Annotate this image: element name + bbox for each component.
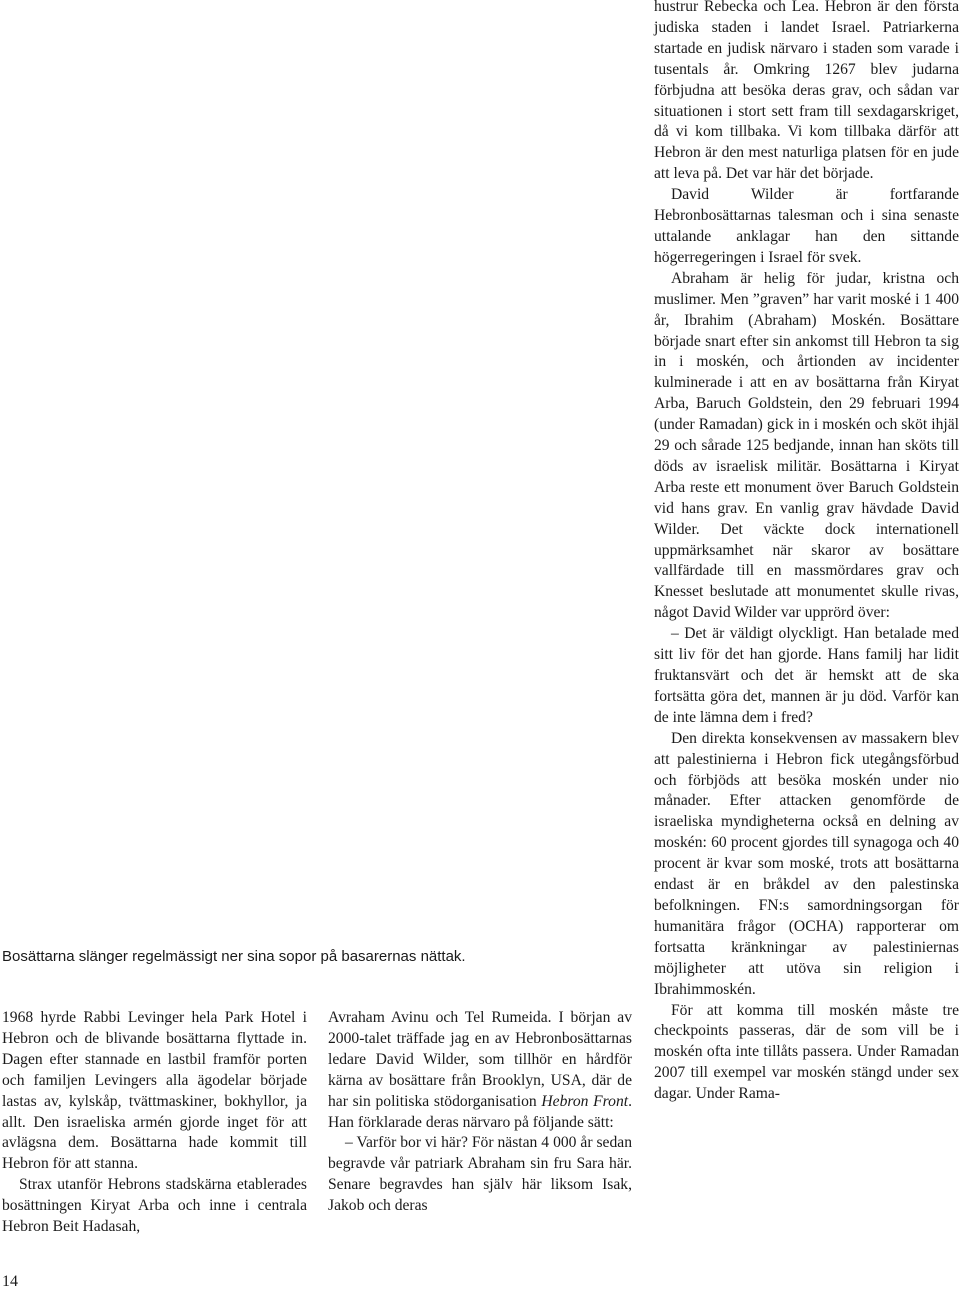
text-run: Avraham Avinu och Tel Rumeida. I början av 2000-talet träffade jag en av Hebronbosättarnas ledare David Wilder, som tillhör en hårdför kärna av bosättare från Brooklyn, USA, där de har sin politiska stödorganisation (328, 1009, 632, 1110)
paragraph (328, 1008, 632, 1133)
text-column-right (654, 0, 959, 1105)
paragraph: Strax utanför Hebrons stadskärna etablerades bosättningen Kiryat Arba och inne i centrala Hebron Beit Hadasah, (2, 1176, 307, 1236)
photo-caption: Bosättarna slänger regelmässigt ner sina sopor på basarernas nättak. (2, 948, 466, 965)
organization-name: Hebron Front (541, 1092, 629, 1110)
paragraph: Abraham är helig för judar, kristna och muslimer. Men ”graven” har varit moské i 1 400 år, Ibrahim (Abraham) Moskén. Bosättare började snart efter sin ankomst till Hebron ta sig in i moskén, och årtionden av incidenter kulminerade i att en av bosättarna från Kiryat Arba, Baruch Goldstein, den 29 februari 1994 (under Ramadan) gick in i moskén och sköt ihjäl 29 och sårade 125 bedjande, innan han sköts till döds av israelisk militär. Bosättarna i Kiryat Arba reste ett monument över Baruch Goldstein vid hans grav. En vanlig grav hävdade David Wilder. Det väckte dock internationell uppmärksamhet när skaror av bosättare vallfärdade till en massmördares grav och Knesset beslutade att monumentet skulle rivas, något David Wilder var upprörd över: (654, 269, 959, 622)
page-number: 14 (2, 1273, 18, 1290)
paragraph: David Wilder är fortfarande Hebronbosättarnas talesman och i sina senaste uttalande anklagar han den sittande högerregeringen i Israel för svek. (654, 186, 959, 266)
quote-paragraph: – Det är väldigt olyckligt. Han betalade med sitt liv för det han gjorde. Hans familj har lidit fruktansvärt och det är hemskt att de ska fortsätta göra det, mannen är ju död. Varför kan de inte lämna dem i fred? (654, 625, 959, 726)
text-column-left (2, 1008, 307, 1238)
paragraph: Den direkta konsekvensen av massakern blev att palestinierna i Hebron fick utegångsförbud och förbjöds att besöka moskén under nio månader. Efter attacken genomförde de israeliska myndigheterna också en delning av moskén: 60 procent gjordes till synagoga och 40 procent är kvar som moské, trots att bosättarna endast är en bråkdel av den palestinska befolkningen. FN:s samordningsorgan för humanitära frågor (OCHA) rapporterar om fortsatta kränkningar av palestiniernas möjligheter att utöva sin religion i Ibrahimmoskén. (654, 729, 959, 998)
paragraph: hustrur Rebecka och Lea. Hebron är den första judiska staden i landet Israel. Patriarkerna startade en judisk närvaro i staden som varade i tusentals år. Omkring 1267 blev judarna förbjudna att besöka deras grav, och sådan var situationen i stort sett fram till sexdagarskriget, då vi kom tillbaka. Vi kom tillbaka därför att Hebron är den mest naturliga platsen för en jude att leva på. Det var här det började. (654, 0, 959, 183)
paragraph: För att komma till moskén måste tre checkpoints passeras, där de som vill be i moskén ofta inte tillåts passera. Under Ramadan 2007 till exempel var moskén stängd under sex dagar. Under Rama- (654, 1001, 959, 1103)
paragraph: 1968 hyrde Rabbi Levinger hela Park Hotel i Hebron och de blivande bosättarna flyttade in. Dagen efter stannade en lastbil framför porten och familjen Levingers alla ägodelar började lastas av, kylskåp, tvättmaskiner, bokhyllor, ja allt. Den israeliska armén gjorde inget för att avlägsna dem. Bosättarna hade kommit till Hebron för att stanna. (2, 1009, 307, 1173)
text-run: . Han förklarade deras närvaro på följande sätt: (328, 1092, 632, 1131)
text-column-middle (328, 1008, 632, 1217)
quote-paragraph: – Varför bor vi här? För nästan 4 000 år sedan begravde vår patriark Abraham sin fru Sara här. Senare begravdes han själv här liksom Isak, Jakob och deras (328, 1134, 632, 1215)
